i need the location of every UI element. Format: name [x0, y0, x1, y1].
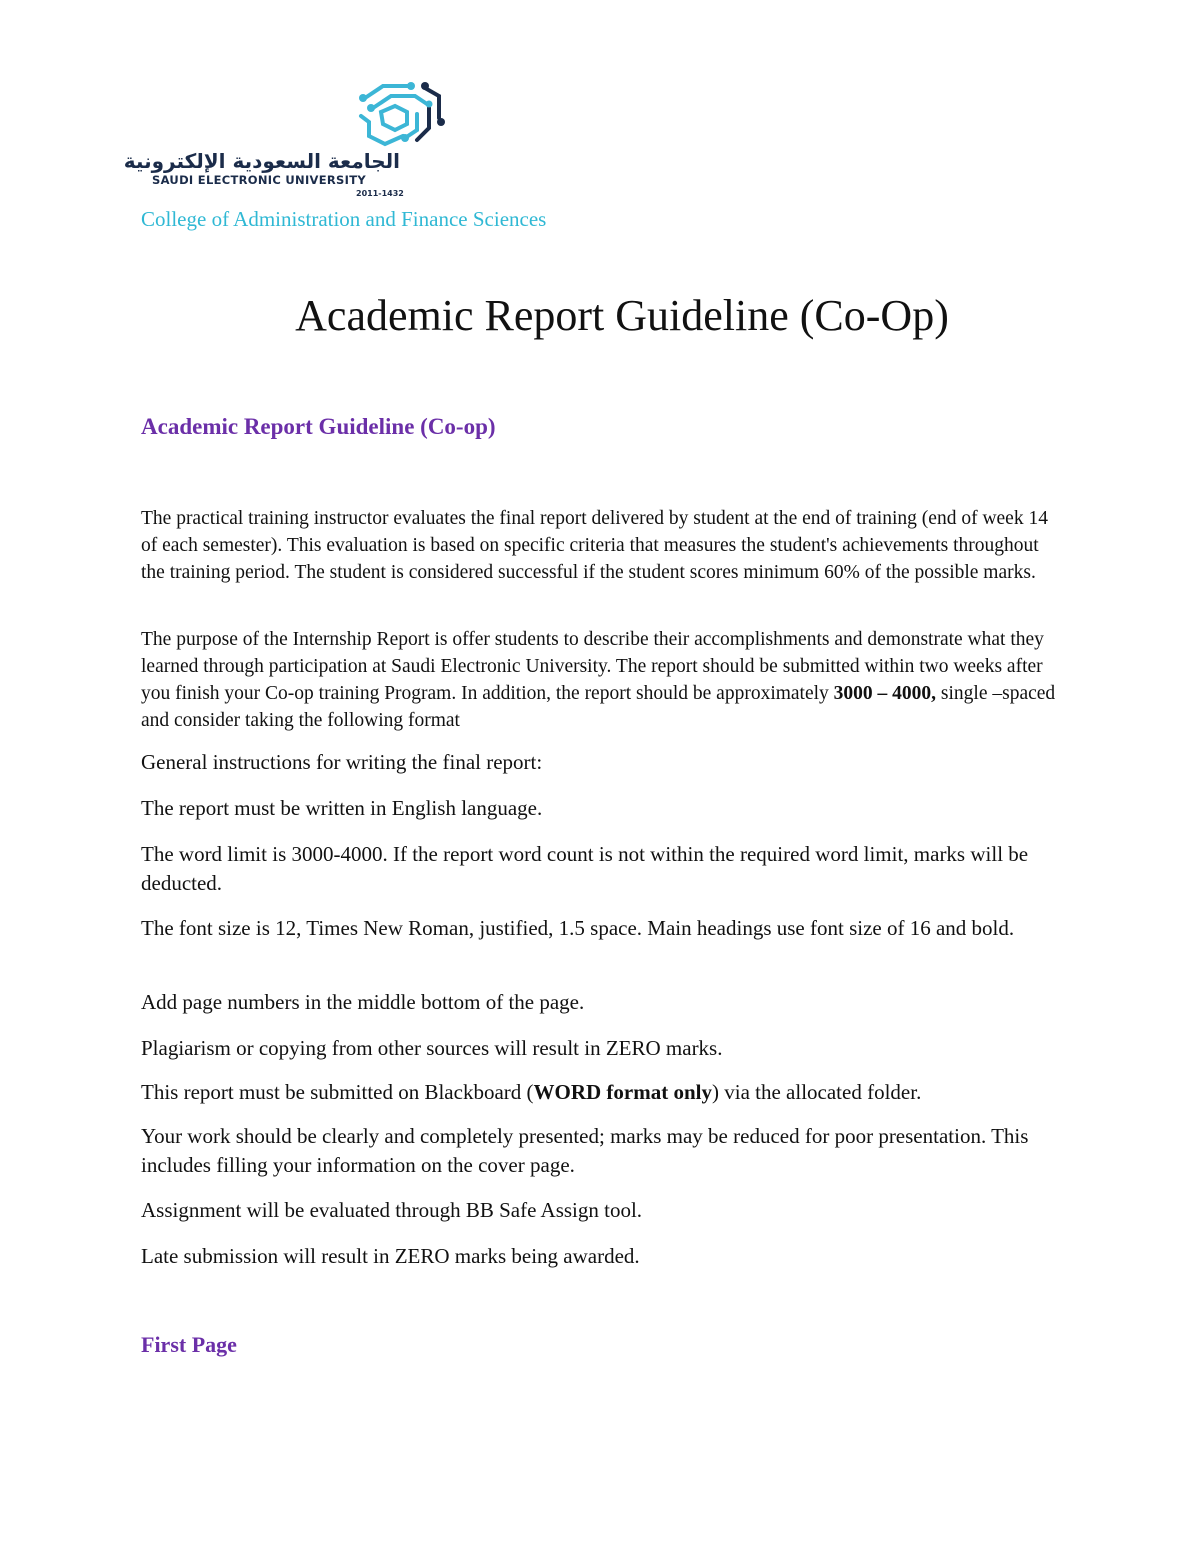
- purpose-paragraph: [141, 626, 1061, 734]
- college-name: College of Administration and Finance Sciences: [141, 207, 547, 231]
- instructions-heading: General instructions for writing the final report:: [141, 750, 543, 774]
- instruction-presentation: Your work should be clearly and completely presented; marks may be reduced for poor presentation. This includes filling your information on the cover page.: [141, 1124, 1029, 1177]
- university-logo: [123, 78, 410, 208]
- word-count-bold: 3000 – 4000,: [833, 683, 937, 704]
- logo-arabic-name: الجامعة السعودية الإلكترونية: [123, 149, 400, 173]
- seu-logo-icon: [355, 78, 451, 148]
- instruction-submission: [141, 1078, 1061, 1107]
- purpose-text-before: The purpose of the Internship Report is offer students to describe their accomplishments and demonstrate what they learned through participation at Saudi Electronic University. The report should be submitted within two weeks after you finish your Co-op training Program. In addition, the report should be approximately: [141, 629, 1044, 704]
- submission-before: This report must be submitted on Blackboard (: [141, 1080, 534, 1104]
- instruction-plagiarism: Plagiarism or copying from other sources will result in ZERO marks.: [141, 1036, 723, 1060]
- submission-after: ) via the allocated folder.: [712, 1080, 922, 1104]
- logo-years: 2011-1432: [356, 189, 404, 198]
- purpose-paragraph-text: [141, 626, 1061, 734]
- submission-format-bold: WORD format only: [533, 1080, 712, 1104]
- instruction-late: Late submission will result in ZERO marks being awarded.: [141, 1244, 640, 1268]
- instruction-page-numbers: Add page numbers in the middle bottom of the page.: [141, 990, 585, 1014]
- page-title: Academic Report Guideline (Co-Op): [295, 291, 949, 340]
- instruction-language: The report must be written in English language.: [141, 796, 543, 820]
- purpose-text-after: single –spaced and consider taking the following format: [141, 683, 1056, 731]
- intro-paragraph: [141, 505, 1061, 586]
- logo-english-name: SAUDI ELECTRONIC UNIVERSITY: [152, 173, 366, 187]
- intro-paragraph-text: The practical training instructor evaluates the final report delivered by student at the end of training (end of week 14 of each semester). This evaluation is based on specific criteria that measures the student's achievements throughout the training period. The student is considered successful if the student scores minimum 60% of the possible marks.: [141, 508, 1048, 583]
- instruction-word-limit: The word limit is 3000-4000. If the report word count is not within the required word limit, marks will be deducted.: [141, 842, 1029, 895]
- instruction-safe-assign: Assignment will be evaluated through BB Safe Assign tool.: [141, 1198, 643, 1222]
- instruction-font: The font size is 12, Times New Roman, justified, 1.5 space. Main headings use font size of 16 and bold.: [141, 916, 1015, 940]
- first-page-heading: First Page: [141, 1332, 237, 1357]
- section-heading: Academic Report Guideline (Co-op): [141, 414, 496, 439]
